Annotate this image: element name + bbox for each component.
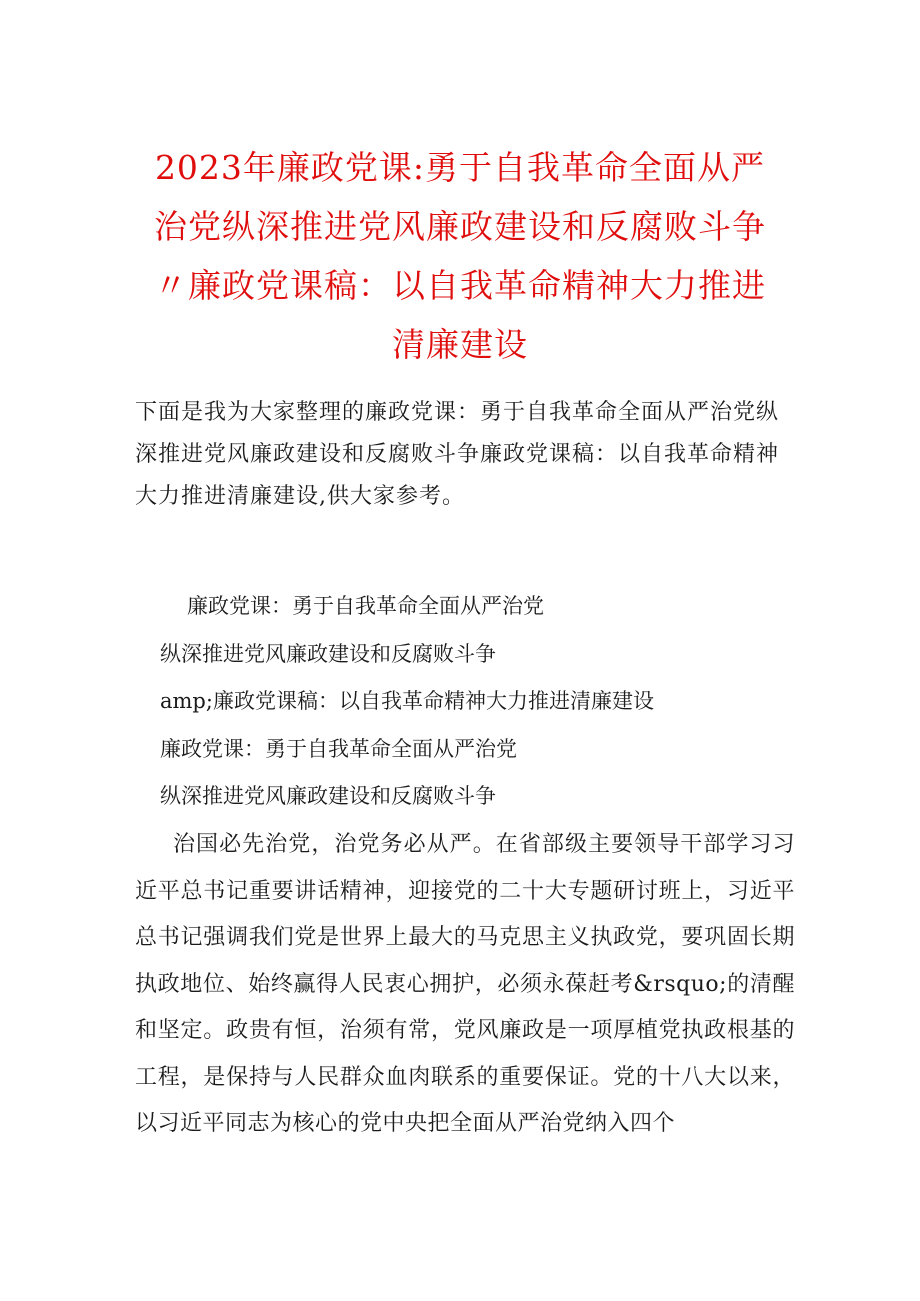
document-title: 2023年廉政党课:勇于自我革命全面从严治党纵深推进党风廉政建设和反腐败斗争〃廉政党课稿：以自我革命精神大力推进清廉建设	[154, 148, 766, 364]
intro-paragraph: 下面是我为大家整理的廉政党课：勇于自我革命全面从严治党纵深推进党风廉政建设和反腐败斗争廉政党课稿：以自我革命精神大力推进清廉建设,供大家参考。	[135, 400, 780, 509]
outline-item: 廉政党课：勇于自我革命全面从严治党	[187, 594, 544, 618]
outline-item: amp;廉政党课稿：以自我革命精神大力推进清廉建设	[160, 689, 654, 713]
outline-item: 廉政党课：勇于自我革命全面从严治党	[160, 736, 517, 761]
body-paragraph: 治国必先治党，治党务必从严。在省部级主要领导干部学习习近平总书记重要讲话精神，迎接党的二十大专题研讨班上，习近平总书记强调我们党是世界上最大的马克思主义执政党，要巩固长期执政地位、始终赢得人民衷心拥护，必须永葆赶考&rsquo;的清醒和坚定。政贵有恒，治须有常，党风廉政是一项厚植党执政根基的工程，是保持与人民群众血肉联系的重要保证。党的十八大以来，以习近平同志为核心的党中央把全面从严治党纳入四个	[135, 832, 795, 1136]
outline-item: 纵深推进党风廉政建设和反腐败斗争	[160, 641, 496, 666]
outline-list	[0, 583, 920, 821]
outline-item: 纵深推进党风廉政建设和反腐败斗争	[160, 784, 496, 808]
